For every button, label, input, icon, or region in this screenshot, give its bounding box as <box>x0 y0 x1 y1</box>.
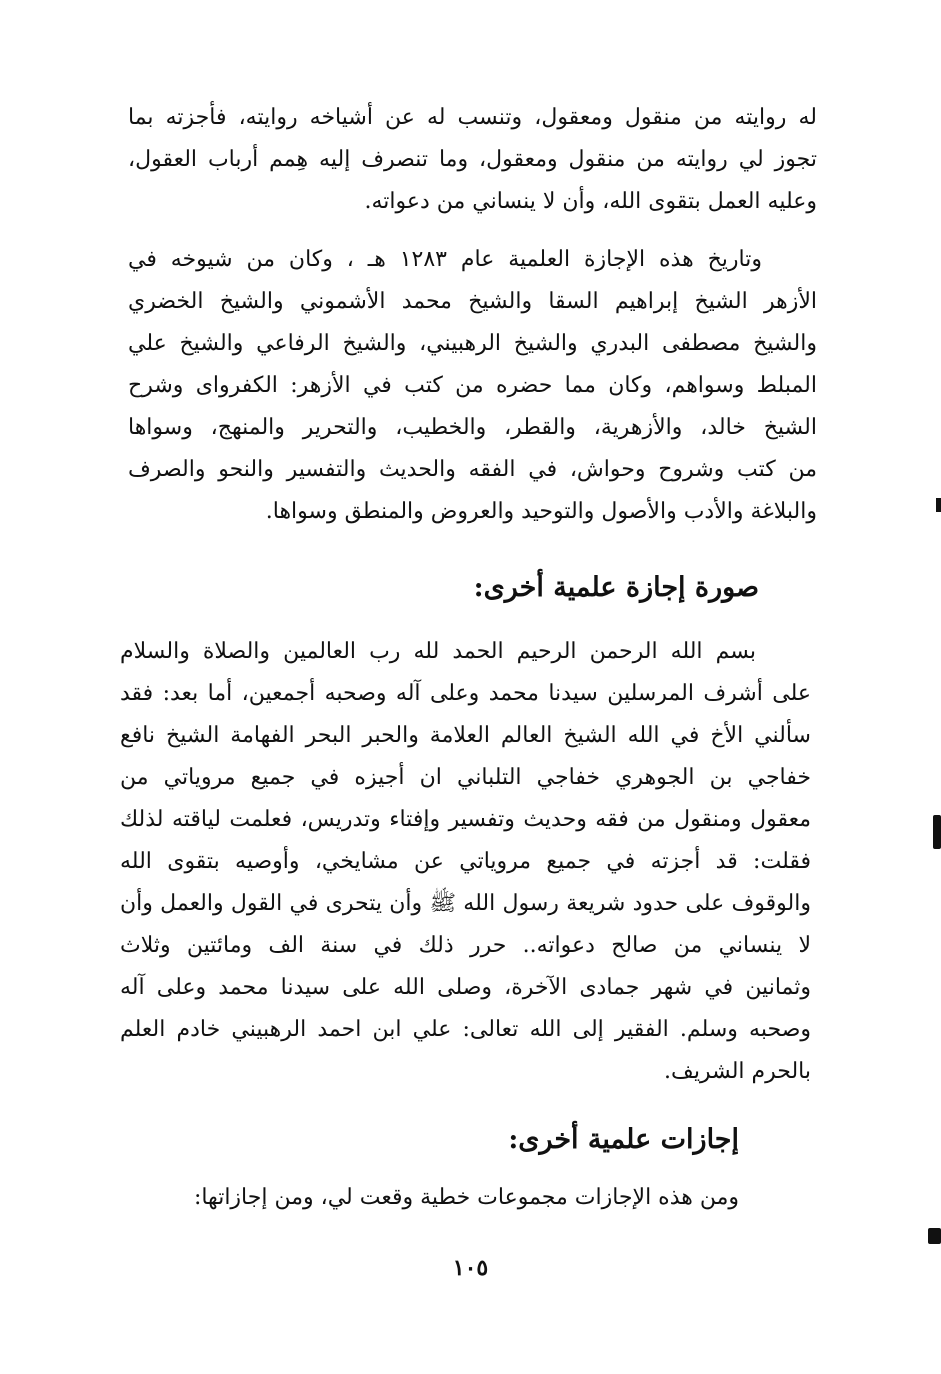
text-line: لا ينساني من صالح دعواته.. حرر ذلك في سنة الف ومائتين وثلاث <box>120 933 811 958</box>
paragraph-intro-collections <box>160 1178 739 1220</box>
text-line: والوقوف على حدود شريعة رسول الله ﷺ وأن يتحرى في القول والعمل وأن <box>120 891 811 916</box>
text-line: ومن هذه الإجازات مجموعات خطية وقعت لي، ومن إجازاتها: <box>193 1185 739 1210</box>
text-line: خفاجي بن الجوهري خفاجي التلباني ان أجيزه في جميع مروياتي من <box>120 765 811 790</box>
text-line: من كتب وشروح وحواش، في الفقه والحديث والتفسير والنحو والصرف <box>128 457 817 482</box>
section-heading: صورة إجازة علمية أخرى: <box>473 572 759 603</box>
text-line: وصحبه وسلم. الفقير إلى الله تعالى: علي ابن احمد الرهبيني خادم العلم <box>120 1017 811 1042</box>
text-line: بسم الله الرحمن الرحيم الحمد لله رب العالمين والصلاة والسلام <box>120 639 756 664</box>
paragraph-date-and-teachers <box>128 240 817 540</box>
scan-artifact-mark <box>933 815 941 849</box>
text-line: المبلط وسواهم، وكان مما حضره من كتب في الأزهر: الكفروای وشرح <box>128 373 817 398</box>
scan-artifact-mark <box>928 1228 941 1244</box>
section-heading: إجازات علمية أخرى: <box>508 1124 739 1155</box>
text-line: وتاريخ هذه الإجازة العلمية عام ١٢٨٣ هـ ، وكان من شيوخه في <box>128 247 763 272</box>
text-line: والبلاغة والأدب والأصول والتوحيد والعروض والمنطق وسواها. <box>265 499 817 524</box>
text-line: الشيخ خالد، والأزهرية، والقطر، والخطيب، والتحرير والمنهج، وسواها <box>128 415 817 440</box>
text-line: على أشرف المرسلين سيدنا محمد وعلى آله وصحبه أجمعين، أما بعد: فقد <box>120 681 811 706</box>
text-line: والشيخ مصطفى البدري والشيخ الرهبيني، والشيخ الرفاعي والشيخ علي <box>128 331 817 356</box>
paragraph-continuation <box>128 98 817 228</box>
text-line: سألني الأخ في الله الشيخ العالم العلامة والحبر البحر الفهامة الشيخ نافع <box>120 723 811 748</box>
text-line: بالحرم الشريف. <box>664 1059 811 1084</box>
paragraph-ijaza-text <box>120 632 811 1102</box>
text-line: معقول ومنقول من فقه وحديث وتفسير وإفتاء وتدريس، فعلمت لياقته لذلك <box>120 807 811 832</box>
text-line: فقلت: قد أجزته في جميع مروياتي عن مشايخي، وأوصيه بتقوى الله <box>120 849 811 874</box>
text-line: له روايته من منقول ومعقول، وتنسب له عن أشياخه روايته، فأجزته بما <box>128 105 817 130</box>
scan-artifact-mark <box>936 498 941 512</box>
text-line: وثمانين في شهر جمادى الآخرة، وصلى الله على سيدنا محمد وعلى آله <box>120 975 811 1000</box>
text-line: الأزهر الشيخ إبراهيم السقا والشيخ محمد الأشموني والشيخ الخضري <box>128 289 817 314</box>
text-line: وعليه العمل بتقوى الله، وأن لا ينساني من دعواته. <box>364 189 817 214</box>
page-number: ١٠٥ <box>452 1255 489 1281</box>
text-line: تجوز لي روايته من منقول ومعقول، وما تنصرف إليه هِمم أرباب العقول، <box>128 147 817 172</box>
